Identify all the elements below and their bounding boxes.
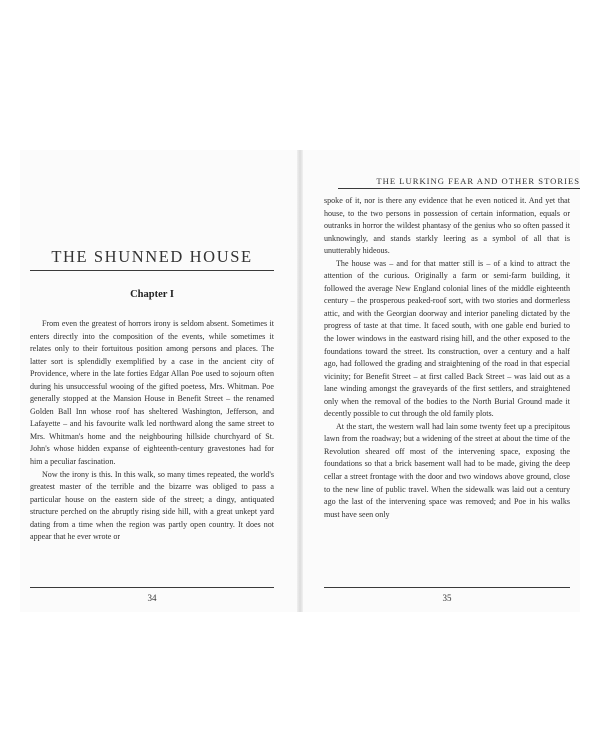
right-page-number: 35 <box>442 593 452 603</box>
running-head-rule <box>338 188 580 189</box>
left-paragraph-1: From even the greatest of horrors irony is seldom absent. Sometimes it enters directly into the composition of the events, while sometimes it relates only to their fortuitous position among persons and places. The latter sort is splendidly exemplified by a case in the ancient city of Providence, where in the late forties Edgar Allan Poe used to sojourn often during his unsuccessful wooing of the gifted poetess, Mrs. Whitman. Poe generally stopped at the Mansion House in Benefit Street – the renamed Golden Ball Inn whose roof has sheltered Washington, Jefferson, and Lafayette – and his favourite walk led northward along the same street to Mrs. Whitman's home and the neighbouring hillside churchyard of St. John's whose hidden expanse of eighteenth-century gravestones had for him a peculiar fascination. <box>30 319 274 467</box>
right-page-text <box>324 195 570 521</box>
right-footer-rule <box>324 587 570 588</box>
left-page-number: 34 <box>147 593 157 603</box>
chapter-title: Chapter I <box>130 289 174 300</box>
book-spine <box>297 150 303 612</box>
right-paragraph-3: At the start, the western wall had lain some twenty feet up a precipitous lawn from the roadway; but a widening of the street at about the time of the Revolution sheared off most of the intervening space, exposing the foundations so that a brick basement wall had to be made, giving the deep cellar a street frontage with the door and two windows above ground, close to the new line of public travel. When the sidewalk was laid out a century ago the last of the intervening space was removed; and Poe in his walks must have seen only <box>324 421 570 519</box>
left-paragraph-2: Now the irony is this. In this walk, so many times repeated, the world's greatest master of the terrible and the bizarre was obliged to pass a particular house on the eastern side of the street; a dingy, antiquated structure perched on the abruptly rising side hill, with a great unkept yard dating from a time when the region was partly open country. It does not appear that he ever wrote or <box>30 469 274 542</box>
right-paragraph-2: The house was – and for that matter still is – of a kind to attract the attention of the curious. Originally a farm or semi-farm building, it followed the average New England colonial lines of the middle eighteenth century – the prosperous peaked-roof sort, with two stories and dormerless attic, and with the Georgian doorway and interior paneling dictated by the progress of taste at that time. It faced south, with one gable end buried to the lower windows in the eastward rising hill, and the other exposed to the foundations toward the street. Its construction, over a century and a half ago, had followed the grading and straightening of the road in that especial vicinity; for Benefit Street – at first called Back Street – was laid out as a lane winding amongst the graveyards of the first settlers, and straightened only when the removal of the bodies to the North Burial Ground made it decently possible to cut through the old family plots. <box>324 258 570 419</box>
right-paragraph-1: spoke of it, nor is there any evidence that he even noticed it. And yet that house, to the two persons in possession of certain information, equals or outranks in horror the wildest phantasy of the genius who so often passed it unknowingly, and stands starkly leering as a symbol of all that is unutterably hideous. <box>324 196 570 256</box>
story-title-rule <box>30 270 274 271</box>
story-title: THE SHUNNED HOUSE <box>51 247 253 266</box>
left-page-text <box>30 318 274 544</box>
left-footer-rule <box>30 587 274 588</box>
running-head: THE LURKING FEAR AND OTHER STORIES <box>376 176 580 186</box>
